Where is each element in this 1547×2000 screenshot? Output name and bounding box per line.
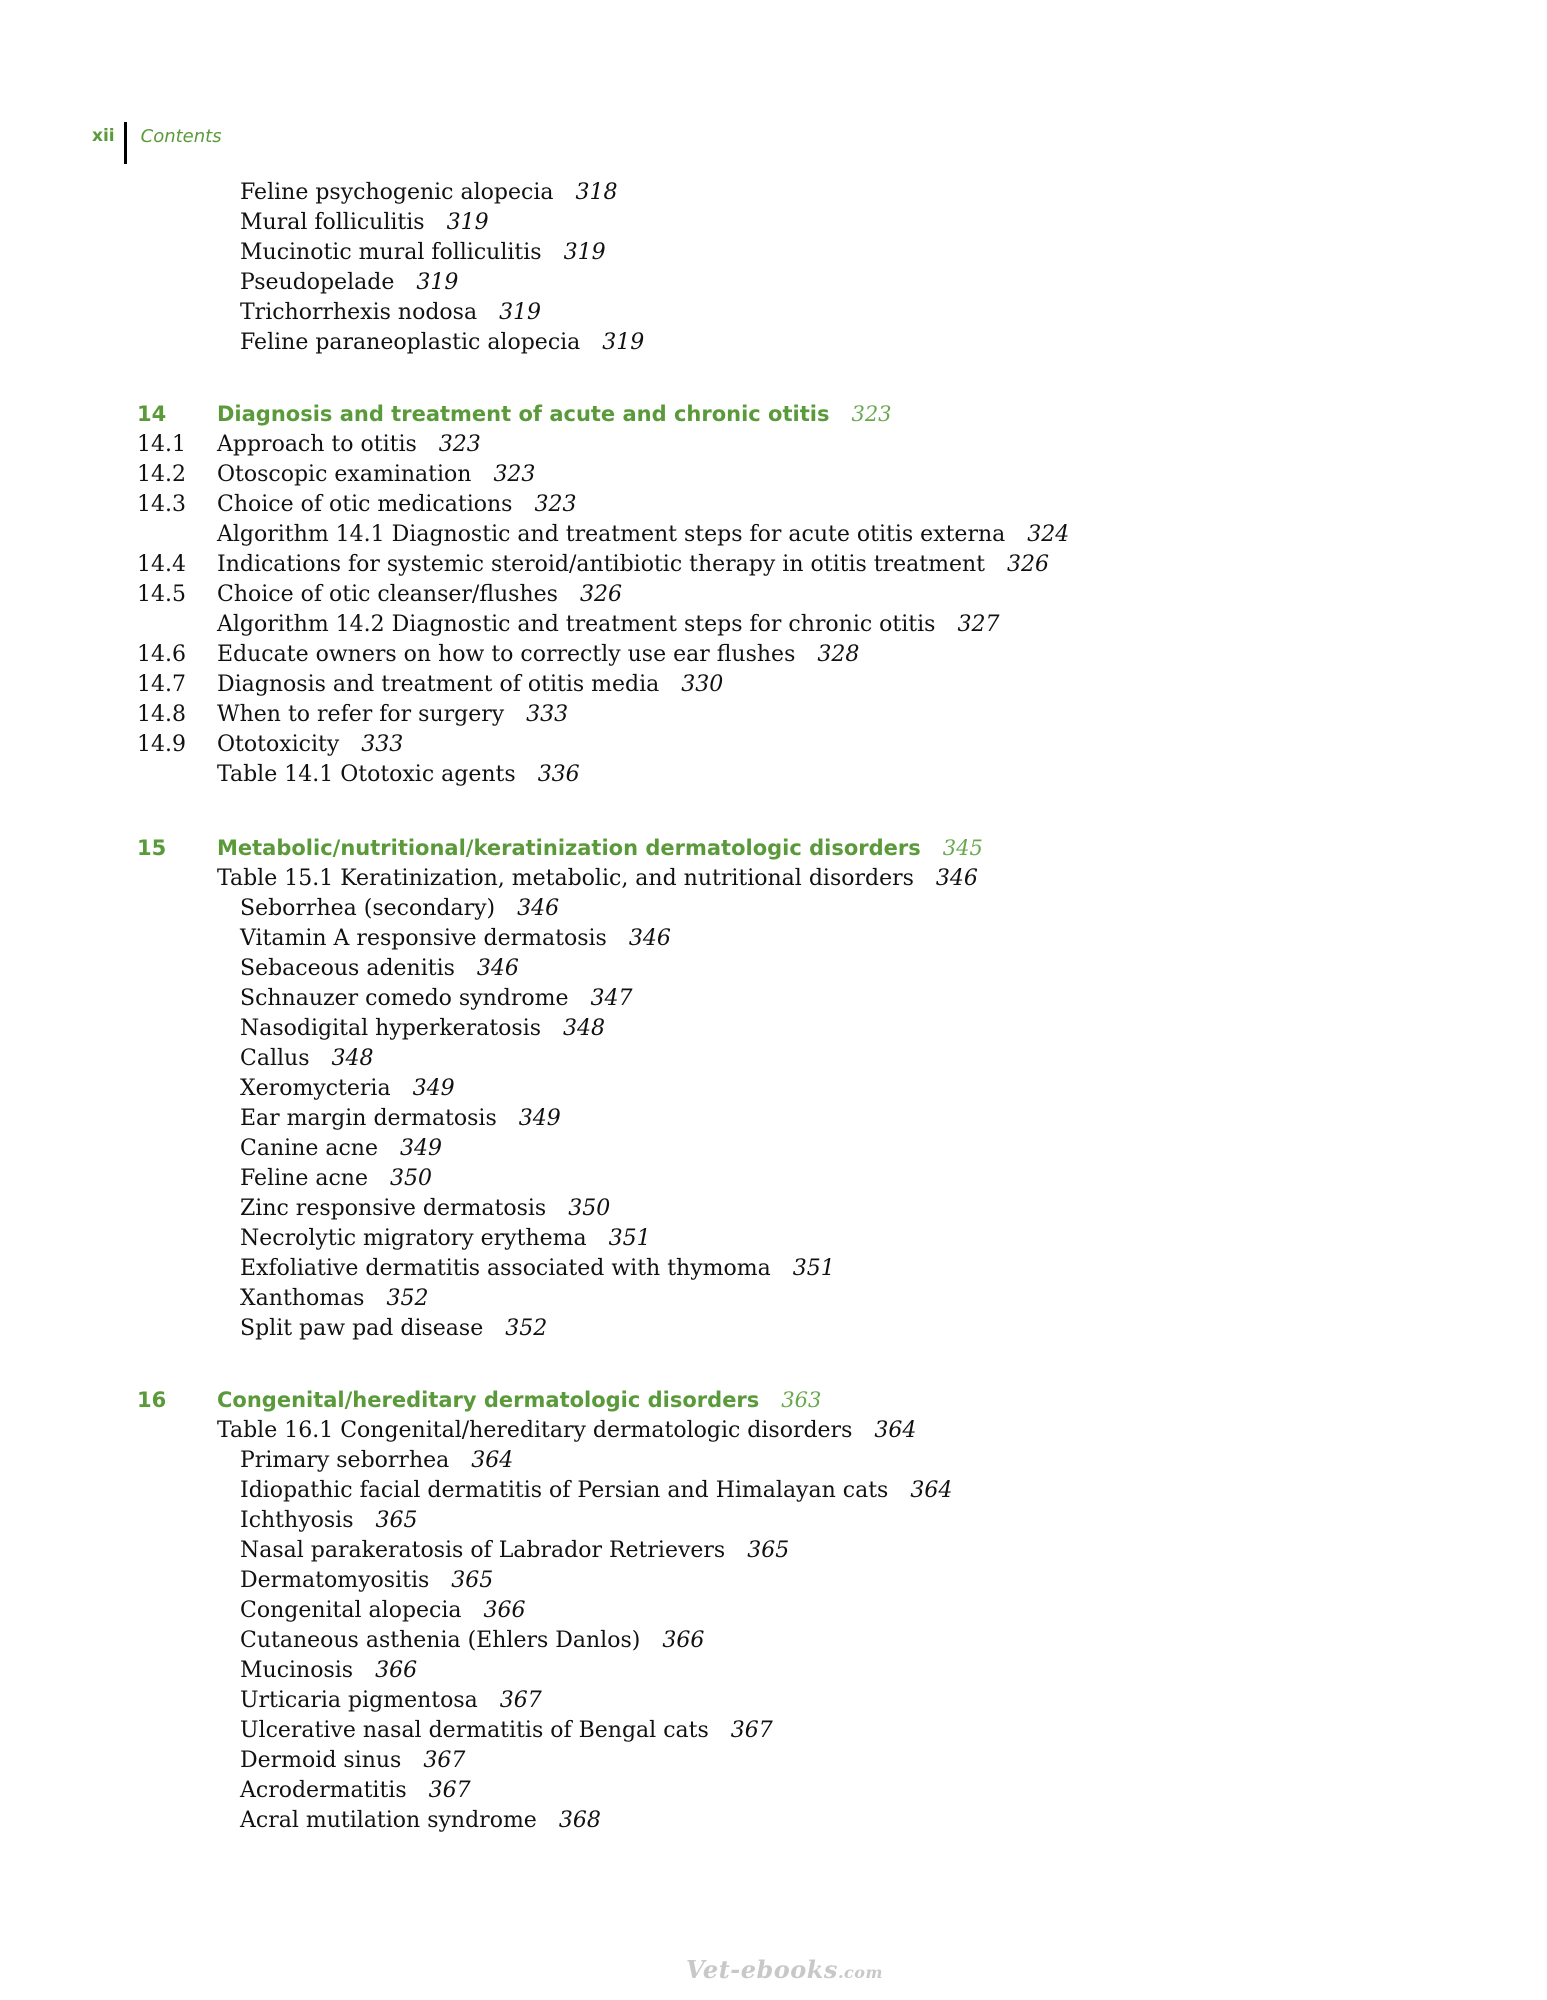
entry-title: Feline paraneoplastic alopecia — [240, 330, 581, 355]
toc-entry[interactable] — [217, 584, 622, 606]
toc-subentry[interactable] — [240, 1600, 526, 1622]
section-number: 14.9 — [137, 732, 186, 757]
page-ref: 319 — [416, 270, 459, 295]
toc-subentry[interactable] — [240, 1690, 542, 1712]
toc-subentry[interactable] — [240, 242, 606, 264]
entry-title: Acrodermatitis — [240, 1778, 407, 1803]
toc-entry[interactable] — [217, 434, 481, 456]
page-ref: 364 — [874, 1418, 917, 1443]
entry-title: Callus — [240, 1046, 310, 1071]
chapter-number: 15 — [137, 836, 167, 860]
entry-title: Split paw pad disease — [240, 1316, 484, 1341]
section-number: 14.4 — [137, 552, 186, 577]
section-number: 14.5 — [137, 582, 186, 607]
entry-title: When to refer for surgery — [217, 702, 505, 727]
entry-title: Exfoliative dermatitis associated with thymoma — [240, 1256, 771, 1281]
page-ref: 367 — [499, 1688, 542, 1713]
toc-entry[interactable] — [217, 734, 403, 756]
toc-subentry[interactable] — [240, 1078, 455, 1100]
entry-title: Ichthyosis — [240, 1508, 354, 1533]
page-ref: 366 — [375, 1658, 418, 1683]
page-ref: 352 — [505, 1316, 548, 1341]
entry-title: Diagnosis and treatment of otitis media — [217, 672, 660, 697]
toc-subentry[interactable] — [240, 182, 617, 204]
toc-subentry[interactable] — [240, 1570, 493, 1592]
entry-title: Necrolytic migratory erythema — [240, 1226, 587, 1251]
page-ref: 366 — [483, 1598, 526, 1623]
toc-subentry[interactable] — [240, 1510, 417, 1532]
page-ref: 365 — [747, 1538, 790, 1563]
entry-title: Pseudopelade — [240, 270, 395, 295]
page-ref: 347 — [590, 986, 633, 1011]
section-number: 14.1 — [137, 432, 186, 457]
watermark-logo — [686, 1955, 883, 1984]
page-ref: 323 — [534, 492, 577, 517]
page-ref: 323 — [438, 432, 481, 457]
page-ref: 345 — [942, 836, 983, 860]
toc-subentry[interactable] — [240, 1450, 513, 1472]
entry-title: Dermoid sinus — [240, 1748, 402, 1773]
toc-entry[interactable] — [217, 554, 1049, 576]
page-ref: 351 — [608, 1226, 651, 1251]
page-ref: 367 — [730, 1718, 773, 1743]
page-ref: 365 — [451, 1568, 494, 1593]
toc-entry[interactable] — [217, 614, 999, 636]
entry-title: Idiopathic facial dermatitis of Persian and Himalayan cats — [240, 1478, 889, 1503]
chapter-heading[interactable] — [217, 404, 892, 425]
page-ref: 324 — [1027, 522, 1070, 547]
page-ref: 319 — [602, 330, 645, 355]
toc-entry[interactable] — [217, 464, 535, 486]
page-ref: 350 — [389, 1166, 432, 1191]
entry-title: Dermatomyositis — [240, 1568, 430, 1593]
entry-title: Table 15.1 Keratinization, metabolic, and nutritional disorders — [217, 866, 914, 891]
page-ref: 346 — [517, 896, 560, 921]
running-title: Contents — [140, 126, 222, 147]
toc-subentry[interactable] — [240, 212, 489, 234]
watermark-suffix: .com — [837, 1963, 883, 1982]
entry-title: Acral mutilation syndrome — [240, 1808, 537, 1833]
page-ref: 348 — [563, 1016, 606, 1041]
page-ref: 333 — [361, 732, 404, 757]
entry-title: Choice of otic cleanser/flushes — [217, 582, 558, 607]
page-ref: 364 — [471, 1448, 514, 1473]
entry-title: Seborrhea (secondary) — [240, 896, 496, 921]
entry-title: Primary seborrhea — [240, 1448, 450, 1473]
page-ref: 323 — [493, 462, 536, 487]
page-ref: 367 — [428, 1778, 471, 1803]
toc-subentry[interactable] — [240, 1810, 601, 1832]
entry-title: Table 16.1 Congenital/hereditary dermatologic disorders — [217, 1418, 853, 1443]
section-number: 14.6 — [137, 642, 186, 667]
toc-subentry[interactable] — [240, 1258, 835, 1280]
toc-entry[interactable] — [217, 1420, 916, 1442]
page-ref: 319 — [446, 210, 489, 235]
toc-entry[interactable] — [217, 868, 978, 890]
page-ref: 346 — [628, 926, 671, 951]
entry-title: Algorithm 14.2 Diagnostic and treatment steps for chronic otitis — [217, 612, 936, 637]
entry-title: Table 14.1 Ototoxic agents — [217, 762, 516, 787]
toc-subentry[interactable] — [240, 1228, 651, 1250]
entry-title: Ulcerative nasal dermatitis of Bengal cats — [240, 1718, 709, 1743]
entry-title: Xanthomas — [240, 1286, 365, 1311]
page-ref: 366 — [662, 1628, 705, 1653]
toc-subentry[interactable] — [240, 1660, 417, 1682]
page-ref: 333 — [526, 702, 569, 727]
toc-entry[interactable] — [217, 674, 723, 696]
page-ref: 348 — [331, 1046, 374, 1071]
toc-entry[interactable] — [217, 704, 568, 726]
page-ref: 349 — [412, 1076, 455, 1101]
page-ref: 319 — [499, 300, 542, 325]
page-ref: 318 — [575, 180, 618, 205]
page-ref: 349 — [518, 1106, 561, 1131]
entry-title: Zinc responsive dermatosis — [240, 1196, 547, 1221]
toc-subentry[interactable] — [240, 928, 671, 950]
entry-title: Mural folliculitis — [240, 210, 425, 235]
page-ref: 351 — [792, 1256, 835, 1281]
chapter-number: 14 — [137, 402, 167, 426]
toc-subentry[interactable] — [240, 1630, 704, 1652]
entry-title: Cutaneous asthenia (Ehlers Danlos) — [240, 1628, 641, 1653]
page-ref: 330 — [681, 672, 724, 697]
entry-title: Otoscopic examination — [217, 462, 472, 487]
page-ref: 346 — [476, 956, 519, 981]
toc-subentry[interactable] — [240, 332, 644, 354]
entry-title: Schnauzer comedo syndrome — [240, 986, 569, 1011]
chapter-heading[interactable] — [217, 1390, 821, 1411]
entry-title: Educate owners on how to correctly use ear flushes — [217, 642, 796, 667]
page-number: xii — [92, 126, 115, 146]
toc-subentry[interactable] — [240, 898, 559, 920]
entry-title: Mucinosis — [240, 1658, 354, 1683]
toc-subentry[interactable] — [240, 1048, 373, 1070]
page-ref: 363 — [781, 1388, 822, 1412]
section-number: 14.7 — [137, 672, 186, 697]
chapter-title: Congenital/hereditary dermatologic disorders — [217, 1388, 760, 1412]
entry-title: Feline acne — [240, 1166, 368, 1191]
page-ref: 364 — [910, 1478, 953, 1503]
page-ref: 319 — [563, 240, 606, 265]
entry-title: Sebaceous adenitis — [240, 956, 455, 981]
page-ref: 367 — [423, 1748, 466, 1773]
toc-subentry[interactable] — [240, 1540, 789, 1562]
page-ref: 323 — [851, 402, 892, 426]
page-ref: 368 — [558, 1808, 601, 1833]
entry-title: Canine acne — [240, 1136, 378, 1161]
entry-title: Vitamin A responsive dermatosis — [240, 926, 607, 951]
toc-subentry[interactable] — [240, 1480, 952, 1502]
entry-title: Indications for systemic steroid/antibiotic therapy in otitis treatment — [217, 552, 986, 577]
page-ref: 350 — [568, 1196, 611, 1221]
page-ref: 336 — [537, 762, 580, 787]
entry-title: Nasal parakeratosis of Labrador Retrievers — [240, 1538, 726, 1563]
page-ref: 328 — [817, 642, 860, 667]
entry-title: Feline psychogenic alopecia — [240, 180, 554, 205]
toc-subentry[interactable] — [240, 1288, 428, 1310]
running-header — [92, 122, 222, 164]
page-ref: 349 — [399, 1136, 442, 1161]
watermark-text: Vet-ebooks — [686, 1955, 838, 1984]
entry-title: Ear margin dermatosis — [240, 1106, 497, 1131]
page-ref: 346 — [935, 866, 978, 891]
toc-subentry[interactable] — [240, 1108, 561, 1130]
toc-subentry[interactable] — [240, 1138, 442, 1160]
section-number: 14.3 — [137, 492, 186, 517]
toc-entry[interactable] — [217, 644, 859, 666]
toc-subentry[interactable] — [240, 272, 458, 294]
section-number: 14.8 — [137, 702, 186, 727]
entry-title: Algorithm 14.1 Diagnostic and treatment steps for acute otitis externa — [217, 522, 1006, 547]
section-number: 14.2 — [137, 462, 186, 487]
toc-subentry[interactable] — [240, 302, 541, 324]
toc-subentry[interactable] — [240, 1318, 547, 1340]
toc-subentry[interactable] — [240, 1780, 471, 1802]
page-ref: 352 — [386, 1286, 429, 1311]
toc-subentry[interactable] — [240, 1168, 432, 1190]
toc-subentry[interactable] — [240, 958, 519, 980]
entry-title: Choice of otic medications — [217, 492, 513, 517]
toc-subentry[interactable] — [240, 988, 633, 1010]
chapter-title: Diagnosis and treatment of acute and chronic otitis — [217, 402, 830, 426]
toc-subentry[interactable] — [240, 1198, 610, 1220]
entry-title: Nasodigital hyperkeratosis — [240, 1016, 542, 1041]
toc-subentry[interactable] — [240, 1750, 465, 1772]
entry-title: Ototoxicity — [217, 732, 340, 757]
page-ref: 326 — [579, 582, 622, 607]
entry-title: Mucinotic mural folliculitis — [240, 240, 542, 265]
entry-title: Xeromycteria — [240, 1076, 391, 1101]
header-rule — [124, 122, 127, 164]
entry-title: Trichorrhexis nodosa — [240, 300, 478, 325]
entry-title: Approach to otitis — [217, 432, 417, 457]
page-ref: 327 — [957, 612, 1000, 637]
toc-entry[interactable] — [217, 764, 580, 786]
toc-entry[interactable] — [217, 524, 1069, 546]
chapter-number: 16 — [137, 1388, 167, 1412]
chapter-title: Metabolic/nutritional/keratinization dermatologic disorders — [217, 836, 921, 860]
page-ref: 326 — [1007, 552, 1050, 577]
toc-subentry[interactable] — [240, 1720, 773, 1742]
chapter-heading[interactable] — [217, 838, 983, 859]
entry-title: Congenital alopecia — [240, 1598, 462, 1623]
toc-subentry[interactable] — [240, 1018, 605, 1040]
entry-title: Urticaria pigmentosa — [240, 1688, 478, 1713]
toc-entry[interactable] — [217, 494, 576, 516]
page-ref: 365 — [375, 1508, 418, 1533]
